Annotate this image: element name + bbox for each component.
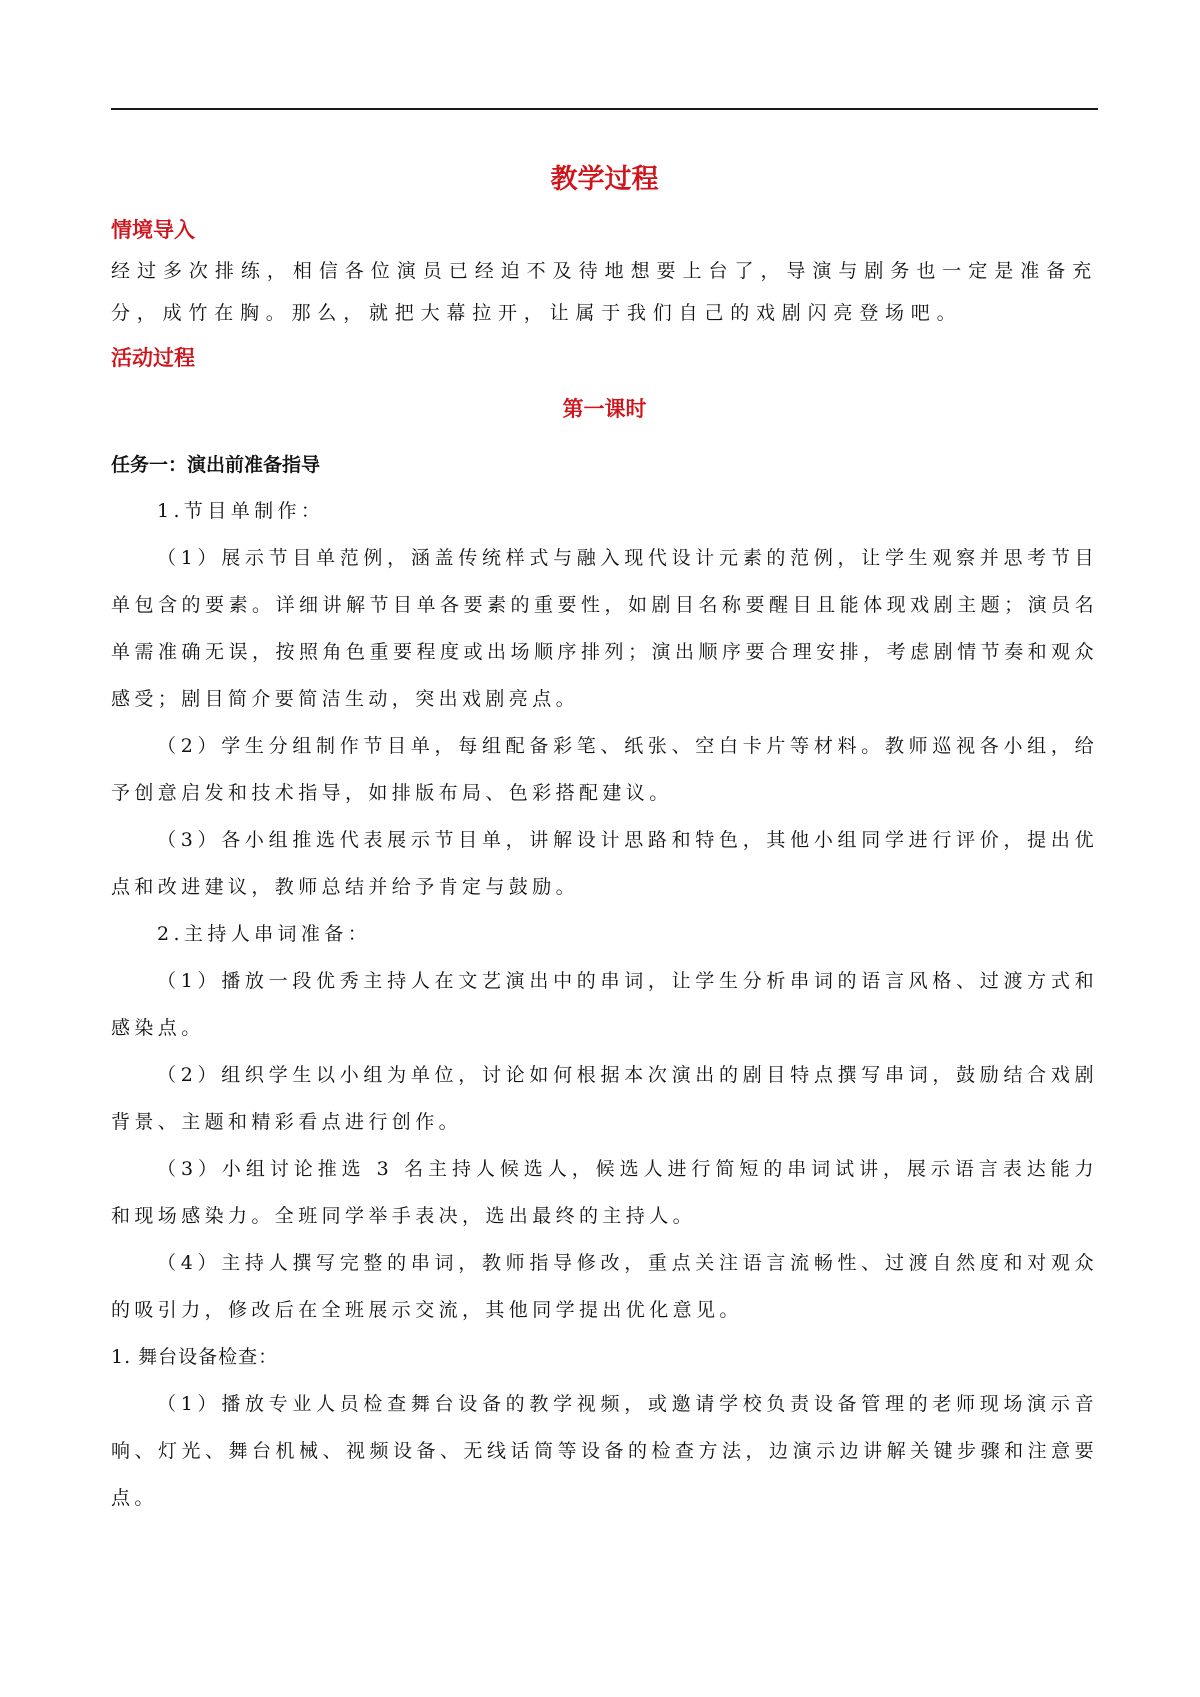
program-item-3: （3）各小组推选代表展示节目单，讲解设计思路和特色，其他小组同学进行评价，提出优点和改进建议，教师总结并给予肯定与鼓励。 [111,829,1098,898]
section-heading-intro: 情境导入 [111,218,195,242]
page-title: 教学过程 [550,164,659,195]
document-page [111,0,1098,1697]
host-item-3: （3）小组讨论推选 3 名主持人候选人，候选人进行简短的串词试讲，展示语言表达能力和现场感染力。全班同学举手表决，选出最终的主持人。 [111,1158,1098,1227]
section-heading-activity: 活动过程 [111,346,195,370]
intro-paragraph: 经过多次排练，相信各位演员已经迫不及待地想要上台了，导演与剧务也一定是准备充分，成竹在胸。那么，就把大幕拉开，让属于我们自己的戏剧闪亮登场吧。 [111,260,1098,324]
stage-section-label: 1. 舞台设备检查： [111,1346,279,1368]
host-item-1: （1）播放一段优秀主持人在文艺演出中的串词，让学生分析串词的语言风格、过渡方式和感染点。 [111,970,1098,1039]
host-section-label: 2.主持人串词准备： [157,923,372,945]
host-item-2: （2）组织学生以小组为单位，讨论如何根据本次演出的剧目特点撰写串词，鼓励结合戏剧背景、主题和精彩看点进行创作。 [111,1064,1098,1133]
program-item-2: （2）学生分组制作节目单，每组配备彩笔、纸张、空白卡片等材料。教师巡视各小组，给予创意启发和技术指导，如排版布局、色彩搭配建议。 [111,735,1098,804]
document-body [111,150,1098,1522]
stage-item-1: （1）播放专业人员检查舞台设备的教学视频，或邀请学校负责设备管理的老师现场演示音响、灯光、舞台机械、视频设备、无线话筒等设备的检查方法，边演示边讲解关键步骤和注意要点。 [111,1393,1098,1509]
host-item-4: （4）主持人撰写完整的串词，教师指导修改，重点关注语言流畅性、过渡自然度和对观众的吸引力，修改后在全班展示交流，其他同学提出优化意见。 [111,1252,1098,1321]
header-rule [111,108,1098,110]
program-item-1: （1）展示节目单范例，涵盖传统样式与融入现代设计元素的范例，让学生观察并思考节目单包含的要素。详细讲解节目单各要素的重要性，如剧目名称要醒目且能体现戏剧主题；演员名单需准确无误，按照角色重要程度或出场顺序排列；演出顺序要合理安排，考虑剧情节奏和观众感受；剧目简介要简洁生动，突出戏剧亮点。 [111,547,1098,710]
task-heading: 任务一：演出前准备指导 [111,454,321,476]
program-section-label: 1.节目单制作： [157,500,325,522]
lesson-heading: 第一课时 [562,397,647,421]
